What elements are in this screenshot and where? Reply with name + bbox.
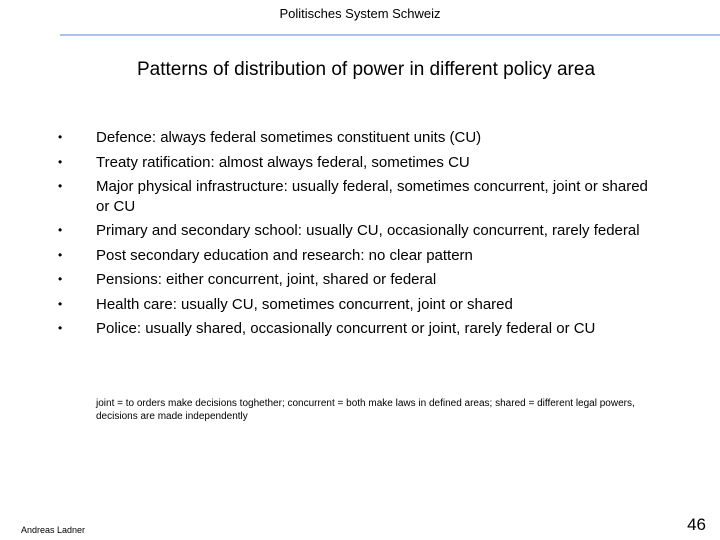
bullet-text: Primary and secondary school: usually CU, occasionally concurrent, rarely federal <box>96 222 640 239</box>
list-item <box>58 177 658 216</box>
bullet-icon: • <box>58 272 63 286</box>
list-item <box>58 319 658 339</box>
bullet-text: Treaty ratification: almost always federal, sometimes CU <box>96 153 470 171</box>
list-item <box>58 270 658 290</box>
bullet-text: Defence: always federal sometimes constituent units (CU) <box>96 129 482 146</box>
bullet-text: Pensions: either concurrent, joint, shared or federal <box>96 271 437 288</box>
list-item <box>58 153 658 173</box>
bullet-icon: • <box>58 247 63 262</box>
slide-header: Politisches System Schweiz <box>279 6 441 21</box>
bullet-icon: • <box>58 130 63 144</box>
page-number: 46 <box>687 515 706 534</box>
header-divider <box>60 34 720 36</box>
list-item <box>58 221 658 241</box>
bullet-list <box>58 128 658 344</box>
bullet-icon: • <box>58 223 63 237</box>
bullet-text: Health care: usually CU, sometimes concurrent, joint or shared <box>96 295 513 313</box>
bullet-text: Post secondary education and research: no clear pattern <box>96 246 473 264</box>
list-item <box>58 246 658 266</box>
bullet-icon: • <box>58 321 63 335</box>
bullet-text: Police: usually shared, occasionally concurrent or joint, rarely federal or CU <box>96 320 596 337</box>
bullet-icon: • <box>58 179 63 193</box>
footer-author: Andreas Ladner <box>21 525 86 535</box>
slide-title: Patterns of distribution of power in different policy area <box>137 59 596 80</box>
list-item <box>58 295 658 315</box>
footnote: joint = to orders make decisions toghether; concurrent = both make laws in defined areas; shared = different legal powers, decisions are made independently <box>96 398 635 422</box>
bullet-text: Major physical infrastructure: usually federal, sometimes concurrent, joint or shared or CU <box>96 178 648 215</box>
bullet-icon: • <box>58 296 63 311</box>
bullet-icon: • <box>58 154 63 169</box>
list-item <box>58 128 658 148</box>
